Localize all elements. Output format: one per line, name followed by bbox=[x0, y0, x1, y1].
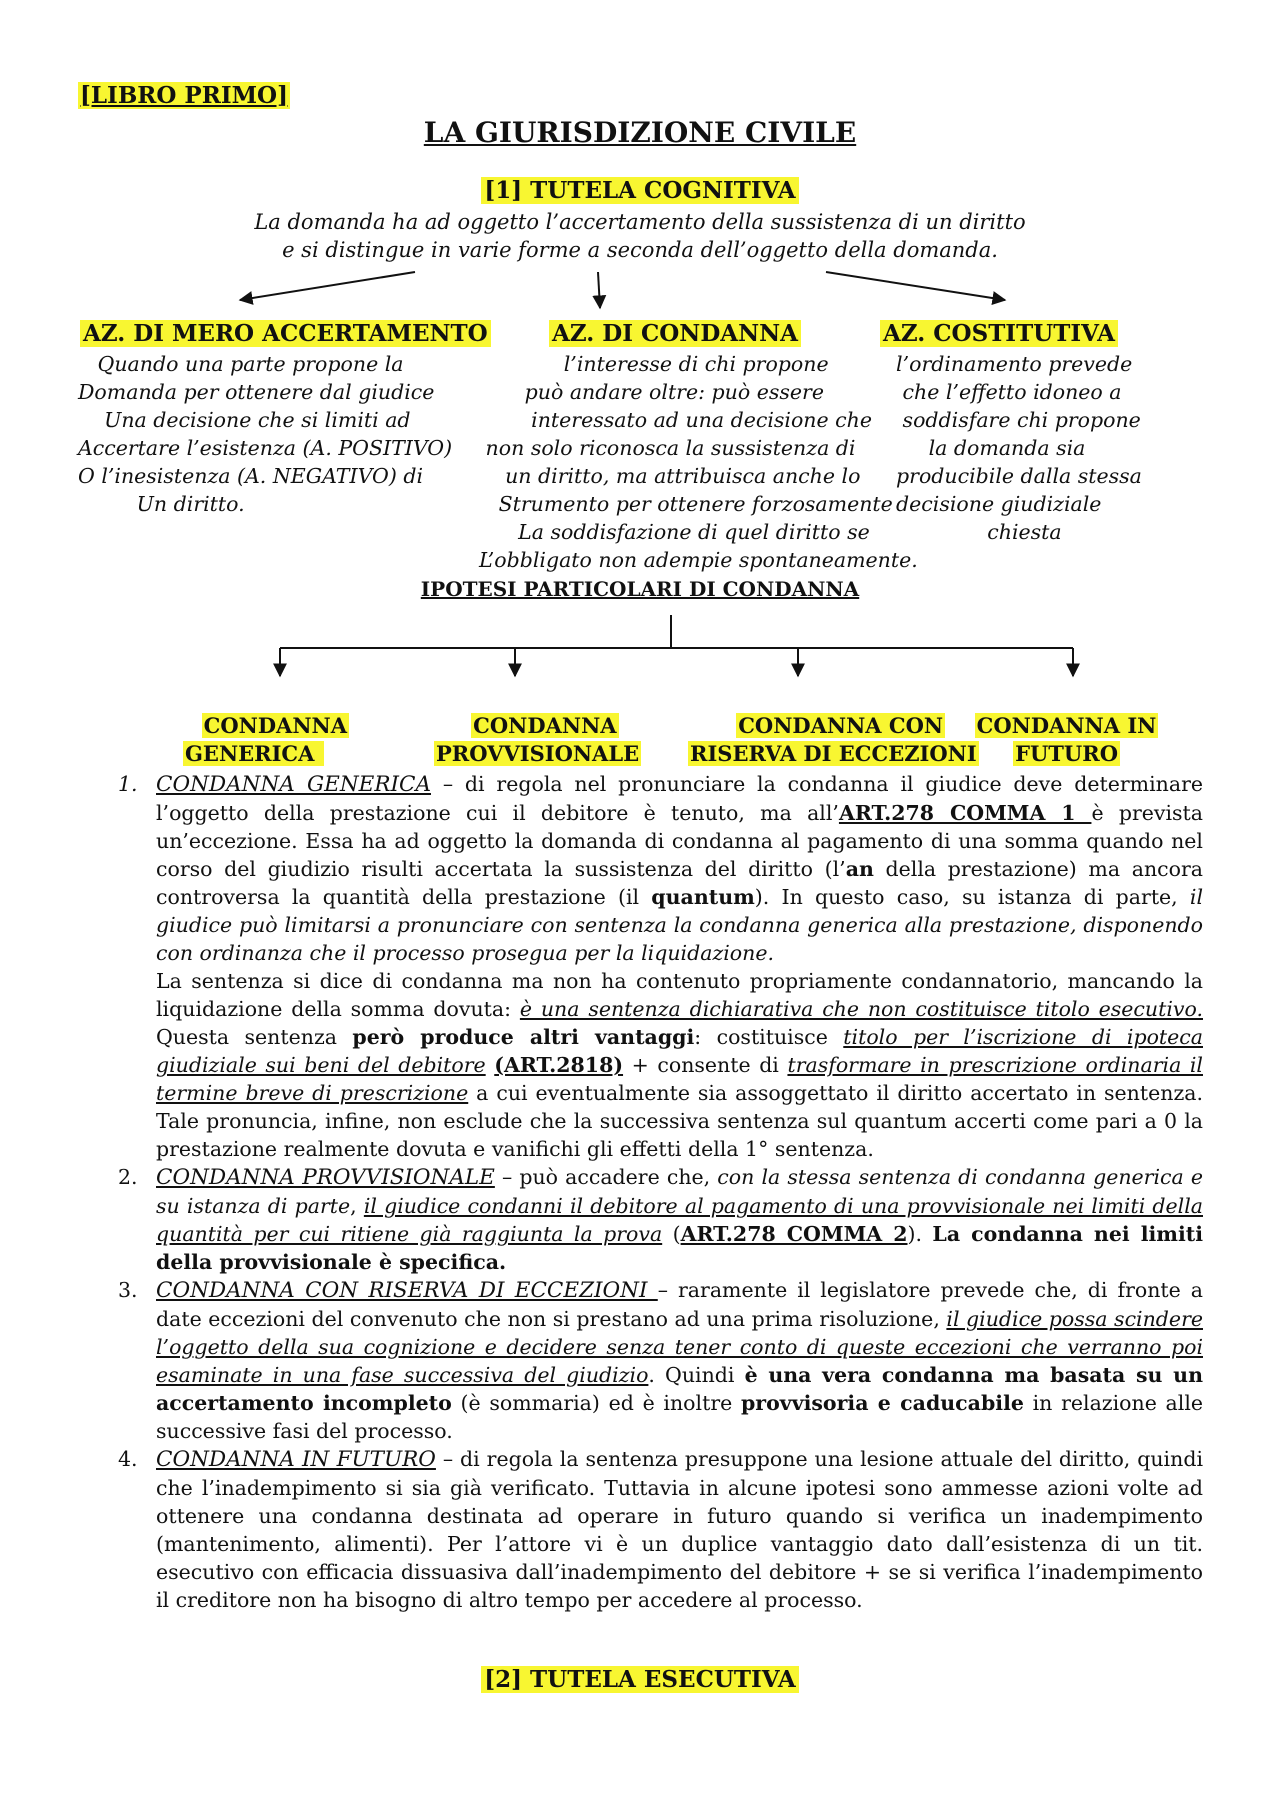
text: : costituisce bbox=[694, 1025, 844, 1049]
subtype-riserva-line2: RISERVA DI ECCEZIONI bbox=[690, 741, 977, 766]
text: + consente di bbox=[623, 1053, 788, 1077]
subtype-riserva-line1: CONDANNA CON bbox=[738, 713, 944, 738]
bold-text: è una vera condanna ma basata su un accertamento incompleto bbox=[156, 1363, 1203, 1415]
underlined-text: è una sentenza dichiarativa che non costituisce titolo esecutivo. bbox=[519, 997, 1203, 1021]
text bbox=[486, 1053, 495, 1077]
arrow-to-costitutiva bbox=[826, 272, 1005, 300]
intro-line-1: La domanda ha ad oggetto l’accertamento della sussistenza di un diritto bbox=[254, 210, 1026, 234]
list-item bbox=[118, 1276, 1203, 1445]
subtype-provvisionale-line2: PROVVISIONALE bbox=[436, 741, 640, 766]
text: della prestazione) ma ancora controversa la quantità della prestazione (il bbox=[156, 857, 1203, 909]
underlined-text: trasformare in prescrizione ordinaria il termine breve di prescrizione bbox=[156, 1053, 1203, 1105]
subtype-futuro-line1: CONDANNA IN bbox=[976, 713, 1157, 738]
text: a cui eventualmente sia assoggettato il diritto accertato in sentenza. Tale pronuncia, infine, non esclude che la successiva sentenza sul quantum accerti come pari a 0 la prestazione realmente dovuta e vanifichi gli effetti della 1° sentenza. bbox=[156, 1081, 1203, 1161]
article-ref: (ART.2818) bbox=[494, 1053, 624, 1077]
term-riserva: CONDANNA CON RISERVA DI ECCEZIONI bbox=[156, 1278, 658, 1303]
text: ). bbox=[907, 1222, 933, 1246]
book-label: [LIBRO PRIMO] bbox=[80, 82, 288, 109]
text: La sentenza si dice di condanna ma non ha contenuto propriamente condannatorio, mancando la liquidazione della somma dovuta: bbox=[156, 969, 1203, 1021]
list-item bbox=[118, 1163, 1203, 1276]
text: – di regola nel pronunciare la condanna il giudice deve determinare l’oggetto della prestazione cui il debitore è tenuto, ma all’ bbox=[156, 772, 1203, 825]
branch-mero-accertamento-title: AZ. DI MERO ACCERTAMENTO bbox=[80, 320, 491, 347]
underlined-text: il giudice condanni il debitore al pagamento di una provvisionale nei limiti della quantità per cui ritiene già raggiunta la prova bbox=[156, 1194, 1203, 1246]
branch-costitutiva-text: l’ordinamento prevede che l’effetto idoneo a soddisfare chi propone la domanda sia producibile dalla stessa decisione giudiziale chiesta bbox=[896, 352, 1142, 544]
subtype-riserva bbox=[688, 684, 979, 768]
intro-line-2: e si distingue in varie forme a seconda dell’oggetto della domanda. bbox=[282, 238, 998, 262]
arrow-to-mero-accertamento bbox=[240, 272, 415, 300]
text: . Quindi bbox=[648, 1363, 745, 1387]
text: ). In questo caso, su istanza di parte, bbox=[754, 885, 1190, 909]
text: – raramente il legislatore prevede che, di fronte a date eccezioni del convenuto che non si prestano ad una prima risoluzione, bbox=[156, 1278, 1203, 1331]
underlined-text: il giudice possa scindere l’oggetto della sua cognizione e decidere senza tener conto di queste eccezioni che verranno poi esaminate in una fase successiva del giudizio bbox=[156, 1307, 1203, 1387]
list-item bbox=[118, 1445, 1203, 1614]
subtype-provvisionale bbox=[434, 684, 641, 768]
text: – può accadere che, bbox=[494, 1165, 718, 1189]
subtype-generica bbox=[183, 684, 349, 768]
subtype-provvisionale-line1: CONDANNA bbox=[473, 713, 617, 738]
italic-text: con la stessa sentenza di condanna generica e su istanza di parte bbox=[156, 1165, 1203, 1218]
list-item-body bbox=[156, 1163, 1203, 1276]
section2-title bbox=[0, 1666, 1280, 1693]
branch-mero-accertamento-text: Quando una parte propone la Domanda per ottenere dal giudice Una decisione che si limiti ad Accertare l’esistenza (A. POSITIVO) O l’inesistenza (A. NEGATIVO) di Un diritto. bbox=[78, 352, 453, 516]
bold-text: La condanna nei limiti della provvisionale è specifica. bbox=[156, 1222, 1204, 1274]
term-provvisionale: CONDANNA PROVVISIONALE bbox=[156, 1165, 495, 1190]
branch-condanna-title: AZ. DI CONDANNA bbox=[549, 320, 801, 347]
article-ref: ART.278 COMMA 2 bbox=[680, 1222, 908, 1246]
list-item-body bbox=[156, 1445, 1203, 1614]
italic-text: il giudice può limitarsi a pronunciare con sentenza la condanna generica alla prestazione, disponendo con ordinanza che il processo prosegua per la liquidazione. bbox=[156, 885, 1204, 965]
subtype-generica-line1: CONDANNA bbox=[203, 713, 348, 738]
ipotesi-title: IPOTESI PARTICOLARI DI CONDANNA bbox=[420, 577, 860, 601]
bold-text: però produce altri vantaggi bbox=[352, 1025, 695, 1049]
list-number: 4. bbox=[118, 1447, 138, 1471]
subtype-futuro-line2: FUTURO bbox=[1015, 741, 1118, 766]
page-title: LA GIURISDIZIONE CIVILE bbox=[423, 116, 857, 149]
section2-title-text: [2] TUTELA ESECUTIVA bbox=[481, 1666, 798, 1693]
text: , bbox=[350, 1194, 364, 1218]
list-number: 2. bbox=[118, 1165, 138, 1189]
list-item-body bbox=[156, 770, 1203, 1163]
text: Questa sentenza bbox=[156, 1025, 353, 1049]
subtype-generica-line2: GENERICA bbox=[185, 741, 322, 766]
list-item bbox=[118, 770, 1203, 1163]
section1-title-text: [1] TUTELA COGNITIVA bbox=[481, 177, 798, 204]
term-an: an bbox=[845, 857, 874, 881]
branch-costitutiva-title: AZ. COSTITUTIVA bbox=[880, 320, 1118, 347]
term-quantum: quantum bbox=[651, 885, 755, 909]
text: – di regola la sentenza presuppone una lesione attuale del diritto, quindi che l’inadempimento si sia già verificato. Tuttavia in alcune ipotesi sono ammesse azioni volte ad ottenere una condanna destinata ad operare in futuro quando si verifica un inadempimento (mantenimento, alimenti). Per l’attore vi è un duplice vantaggio dato dall’esistenza di un tit. esecutivo con efficacia dissuasiva dall’inadempimento del debitore + se si verifica l’inadempimento il creditore non ha bisogno di altro tempo per accedere al processo. bbox=[156, 1447, 1203, 1612]
underlined-text: titolo per l’iscrizione di ipoteca giudiziale sui beni del debitore bbox=[156, 1025, 1203, 1077]
term-generica: CONDANNA GENERICA bbox=[156, 772, 431, 797]
branch-condanna-text: l’interesse di chi propone può andare oltre: può essere interessato ad una decisione che non solo riconosca la sussistenza di un diritto, ma attribuisca anche lo Strumento per ottenere forzosamente La soddisfazione di quel diritto se L’obbligato non adempie spontaneamente. bbox=[479, 352, 918, 572]
list-number: 3. bbox=[118, 1278, 138, 1302]
text: in relazione alle successive fasi del processo. bbox=[156, 1391, 1204, 1443]
text: ( bbox=[662, 1222, 681, 1246]
subtype-futuro bbox=[960, 684, 1157, 768]
condanna-list bbox=[118, 770, 1203, 1614]
list-number: 1. bbox=[118, 772, 138, 796]
term-futuro: CONDANNA IN FUTURO bbox=[156, 1447, 436, 1472]
arrow-to-condanna bbox=[598, 272, 600, 308]
list-item-body bbox=[156, 1276, 1203, 1445]
text: (è sommaria) ed è inoltre bbox=[451, 1391, 741, 1415]
article-ref: ART.278 COMMA 1 bbox=[838, 801, 1092, 825]
text: è prevista un’eccezione. Essa ha ad oggetto la domanda di condanna al pagamento di una somma quando nel corso del giudizio risulti accertata la sussistenza del diritto (l’ bbox=[156, 801, 1204, 881]
bold-text: provvisoria e caducabile bbox=[740, 1391, 1024, 1415]
